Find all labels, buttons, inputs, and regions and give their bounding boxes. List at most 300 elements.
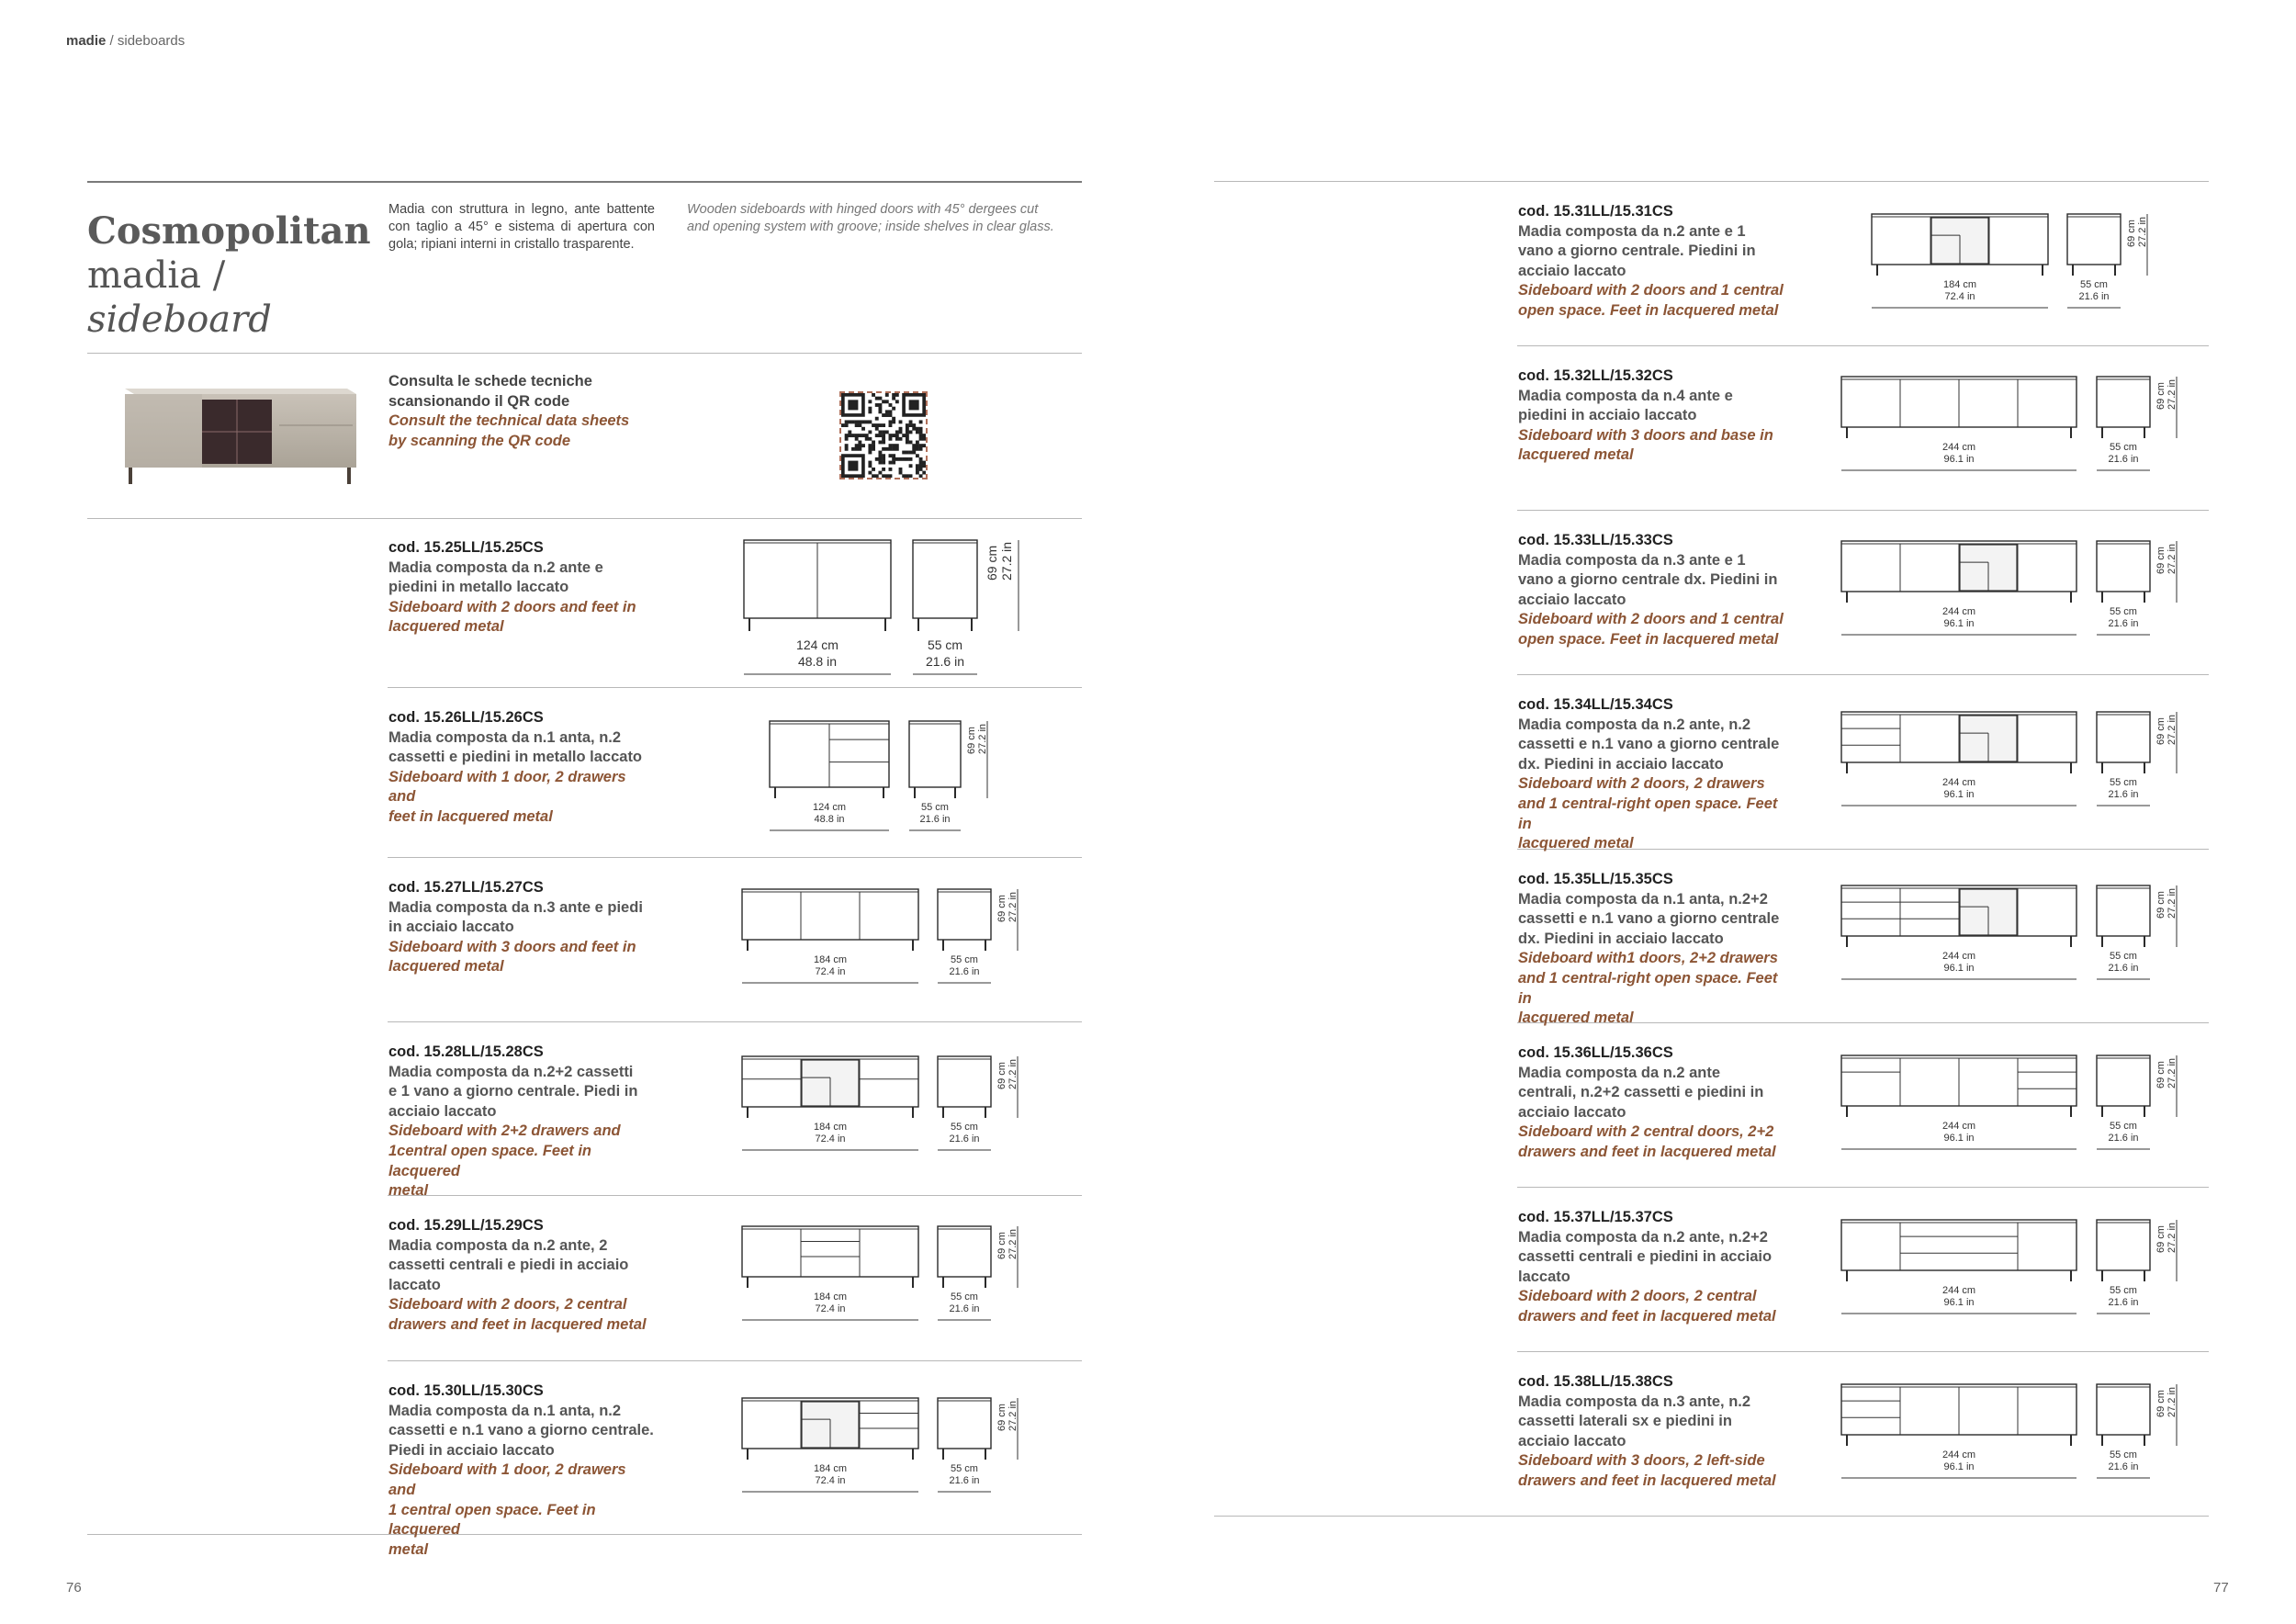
product-code: cod. 15.25LL/15.25CS [388,539,544,556]
product-desc-en: open space. Feet in lacquered metal [1518,301,1779,319]
front-view-drawing [742,1056,918,1118]
depth-in: 21.6 in [2108,1297,2139,1308]
height-in: 27.2 in [2167,1386,2178,1417]
width-in: 48.8 in [797,654,838,669]
height-in: 27.2 in [1007,1228,1019,1259]
product-desc-it: acciaio laccato [1518,262,1626,279]
qr-caption [388,372,664,451]
product-desc-en: metal [388,1540,429,1558]
breadcrumb-separator: / [106,33,118,49]
dimension-lines [1841,1148,2187,1154]
product-desc-it: laccato [388,1276,441,1293]
breadcrumb-sub: sideboards [117,33,186,49]
dimension-lines [742,982,1028,987]
depth-dimension [2096,951,2151,975]
depth-dimension [2096,777,2151,801]
front-view-drawing [1841,1384,2077,1446]
depth-cm: 55 cm [951,954,978,965]
product-desc-it: acciaio laccato [1518,1432,1626,1449]
product-desc-it: e 1 vano a giorno centrale. Piedi in [388,1083,638,1100]
width-in: 72.4 in [815,1303,846,1314]
product-code: cod. 15.29LL/15.29CS [388,1217,544,1234]
product-desc-it: Piedi in acciaio laccato [388,1441,555,1459]
height-dimension-line [1018,540,1021,631]
product-desc-it: Madia composta da n.1 anta, n.2 [388,1402,622,1419]
product-code: cod. 15.32LL/15.32CS [1518,367,1673,384]
width-in: 72.4 in [815,966,846,977]
side-view-drawing [938,1398,991,1460]
page-title [87,209,371,342]
product-desc-en: Sideboard with 2 central doors, 2+2 [1518,1123,1774,1141]
width-cm: 184 cm [813,1122,848,1133]
dimension-lines [1841,469,2187,475]
product-desc-it: laccato [1518,1268,1570,1285]
width-dimension [1841,951,2077,975]
product-desc-it: cassetti laterali sx e piedini in [1518,1413,1732,1430]
rule [1214,181,2209,182]
product-desc-it: dx. Piedini in acciaio laccato [1518,930,1724,947]
depth-in: 21.6 in [2108,789,2139,800]
product-desc-it: Madia composta da n.2 ante, n.2+2 [1518,1228,1768,1246]
dimension-lines [742,1319,1028,1325]
depth-cm: 55 cm [951,1122,978,1133]
depth-dimension [937,1122,992,1145]
depth-cm: 55 cm [2110,442,2137,453]
product-desc-it: Madia composta da n.3 ante, n.2 [1518,1393,1751,1410]
height-in: 27.2 in [999,541,1014,581]
product-desc-en: Sideboard with 1 door, 2 drawers and [388,1461,626,1498]
width-dimension [742,1463,918,1487]
side-view-drawing [2097,885,2150,947]
product-desc-it: acciaio laccato [1518,591,1626,608]
height-in: 27.2 in [977,723,988,754]
product-desc-it: dx. Piedini in acciaio laccato [1518,755,1724,773]
depth-cm: 55 cm [2110,606,2137,617]
depth-in: 21.6 in [919,814,951,825]
depth-in: 21.6 in [949,1475,980,1486]
product-desc-it: Madia composta da n.3 ante e 1 [1518,551,1746,569]
height-dimension [985,542,1014,581]
height-cm: 69 cm [2155,1061,2167,1088]
product-desc-en: Sideboard with 3 doors and feet in [388,938,636,955]
depth-in: 21.6 in [2078,291,2110,302]
dimension-lines [1841,805,2187,810]
width-dimension [1872,279,2048,303]
height-dimension [2126,217,2148,247]
dimension-lines [1841,1477,2187,1483]
product-description [388,708,655,828]
dimension-lines [1841,1313,2187,1318]
depth-dimension [2096,442,2151,466]
width-cm: 244 cm [1941,606,1976,617]
width-dimension [1841,442,2077,466]
product-desc-en: Sideboard with 2 doors, 2 central [388,1296,627,1314]
depth-dimension [2096,1285,2151,1309]
product-desc-en: metal [388,1182,429,1200]
depth-dimension [937,1463,992,1487]
depth-in: 21.6 in [2108,618,2139,629]
height-dimension [996,1229,1019,1259]
rule [388,1360,1082,1361]
height-in: 27.2 in [1007,1058,1019,1089]
side-view-drawing [913,540,977,631]
dimension-lines [742,1149,1028,1155]
product-desc-it: cassetti e piedini in metallo laccato [388,749,643,766]
product-description [388,538,655,637]
depth-cm: 55 cm [2080,279,2108,290]
product-desc-en: and 1 central-right open space. Feet in [1518,969,1778,1007]
product-description [1518,202,1784,321]
width-cm: 184 cm [813,954,848,965]
product-code: cod. 15.33LL/15.33CS [1518,532,1673,548]
product-code: cod. 15.26LL/15.26CS [388,709,544,726]
product-desc-it: vano a giorno centrale dx. Piedini in [1518,571,1778,589]
product-description [388,1382,655,1560]
product-description [1518,1208,1784,1327]
height-dimension [966,724,988,754]
height-in: 27.2 in [1007,891,1019,922]
width-in: 96.1 in [1943,454,1975,465]
product-code: cod. 15.38LL/15.38CS [1518,1373,1673,1390]
product-desc-en: lacquered metal [1518,1009,1634,1027]
width-in: 48.8 in [814,814,845,825]
width-cm: 244 cm [1941,777,1976,788]
height-cm: 69 cm [996,1062,1007,1089]
product-desc-it: Madia composta da n.1 anta, n.2 [388,728,622,746]
product-desc-en: Sideboard with 2 doors, 2 central [1518,1288,1757,1305]
product-desc-en: lacquered metal [388,618,504,636]
depth-dimension [2096,606,2151,630]
width-in: 96.1 in [1943,1133,1975,1144]
product-description [1518,1043,1784,1163]
front-view-drawing [1841,885,2077,947]
height-cm: 69 cm [2155,891,2167,919]
product-description [388,878,655,977]
title-line-2: madia / [87,254,226,297]
height-cm: 69 cm [996,1404,1007,1431]
side-view-drawing [938,1056,991,1118]
front-view-drawing [770,721,889,798]
height-in: 27.2 in [2167,887,2178,919]
depth-cm: 55 cm [2110,1285,2137,1296]
product-desc-it: cassetti centrali e piedini in acciaio [1518,1248,1773,1266]
product-desc-en: Sideboard with 2+2 drawers and [388,1122,621,1140]
depth-in: 21.6 in [925,654,965,669]
width-cm: 184 cm [1942,279,1977,290]
side-view-drawing [2097,377,2150,438]
height-dimension [2155,544,2178,574]
product-desc-en: Sideboard with 2 doors, 2 drawers [1518,775,1765,793]
product-description [1518,870,1784,1029]
depth-dimension [937,1291,992,1315]
width-in: 72.4 in [815,1133,846,1145]
product-desc-it: Madia composta da n.1 anta, n.2+2 [1518,890,1768,908]
title-line-1: Cosmopolitan [87,209,371,253]
width-dimension [1841,777,2077,801]
height-dimension [2155,1058,2178,1088]
rule [388,687,1082,688]
height-in: 27.2 in [2167,378,2178,410]
depth-in: 21.6 in [2108,963,2139,974]
product-code: cod. 15.28LL/15.28CS [388,1043,544,1060]
depth-cm: 55 cm [2110,777,2137,788]
dimension-lines [770,829,997,835]
rule [388,1021,1082,1022]
product-desc-en: lacquered metal [1518,835,1634,852]
front-view-drawing [1841,541,2077,603]
height-in: 27.2 in [1007,1400,1019,1431]
width-cm: 244 cm [1941,1121,1976,1132]
front-view-drawing [742,1398,918,1460]
height-cm: 69 cm [2155,1390,2167,1417]
product-desc-it: acciaio laccato [1518,1103,1626,1121]
height-cm: 69 cm [996,1232,1007,1259]
rule [87,353,1082,354]
height-dimension [2155,888,2178,919]
front-view-drawing [1841,1220,2077,1281]
side-view-drawing [2097,712,2150,773]
front-view-drawing [742,889,918,951]
width-in: 72.4 in [815,1475,846,1486]
product-desc-en: Sideboard with 1 door, 2 drawers and [388,768,626,806]
product-desc-it: Madia composta da n.2 ante, n.2 [1518,716,1751,733]
height-dimension [2155,1387,2178,1417]
rule [1517,510,2209,511]
depth-cm: 55 cm [951,1463,978,1474]
product-desc-en: drawers and feet in lacquered metal [1518,1143,1776,1160]
width-dimension [1841,606,2077,630]
product-desc-it: Madia composta da n.2+2 cassetti [388,1063,634,1080]
product-desc-it: Madia composta da n.2 ante e [388,558,603,576]
product-desc-it: centrali, n.2+2 cassetti e piedini in [1518,1084,1764,1101]
breadcrumb-section: madie [66,33,107,49]
front-view-drawing [1841,377,2077,438]
page-number-right: 77 [2213,1580,2229,1596]
side-view-drawing [909,721,961,798]
product-desc-it: in acciaio laccato [388,919,514,936]
qr-code-icon [841,393,926,478]
product-desc-en: Sideboard with 3 doors, 2 left-side [1518,1452,1765,1470]
rule [388,857,1082,858]
product-desc-en: Sideboard with 2 doors and 1 central [1518,611,1784,628]
height-dimension [996,1401,1019,1431]
depth-cm: 55 cm [921,802,949,813]
front-view-drawing [742,1226,918,1288]
intro-italian: Madia con struttura in legno, ante battente con taglio a 45° e sistema di apertura con gola; ripiani interni in cristallo trasparente. [388,202,655,252]
height-dimension [996,1059,1019,1089]
height-cm: 69 cm [985,545,999,581]
depth-dimension [2066,279,2122,303]
page-number-left: 76 [66,1580,82,1596]
side-view-drawing [2097,1384,2150,1446]
depth-in: 21.6 in [949,1133,980,1145]
breadcrumb [66,33,185,49]
depth-in: 21.6 in [949,966,980,977]
product-desc-en: 1 central open space. Feet in lacquered [388,1501,596,1539]
product-desc-en: Sideboard with 2 doors and 1 central [1518,282,1784,299]
product-description [1518,695,1784,854]
intro-english: Wooden sideboards with hinged doors with 45° dergees cut and opening system with groove; inside shelves in clear glass. [687,202,1054,234]
height-cm: 69 cm [2155,547,2167,574]
product-desc-en: open space. Feet in lacquered metal [1518,630,1779,648]
height-dimension [2155,715,2178,745]
product-desc-en: 1central open space. Feet in lacquered [388,1142,591,1179]
product-desc-it: Madia composta da n.2 ante, 2 [388,1236,608,1254]
front-view-drawing [1841,1055,2077,1117]
product-desc-en: drawers and feet in lacquered metal [388,1315,647,1333]
product-code: cod. 15.34LL/15.34CS [1518,696,1673,713]
height-cm: 69 cm [2155,382,2167,410]
depth-dimension [937,954,992,978]
product-desc-en: drawers and feet in lacquered metal [1518,1307,1776,1325]
front-view-drawing [744,540,891,631]
rule [1517,1351,2209,1352]
height-in: 27.2 in [2167,1222,2178,1253]
width-cm: 244 cm [1941,442,1976,453]
depth-cm: 55 cm [951,1291,978,1303]
width-in: 96.1 in [1943,1461,1975,1472]
product-desc-it: cassetti centrali e piedi in acciaio [388,1257,629,1274]
width-dimension [742,954,918,978]
height-in: 27.2 in [2137,216,2148,247]
product-desc-it: piedini in metallo laccato [388,579,569,596]
width-dimension [742,1291,918,1315]
product-description [1518,1372,1784,1492]
product-desc-it: Madia composta da n.3 ante e piedi [388,898,643,916]
height-cm: 69 cm [2155,717,2167,745]
height-dimension [996,892,1019,922]
height-cm: 69 cm [2126,220,2137,247]
side-view-drawing [2097,1055,2150,1117]
product-desc-it: Madia composta da n.4 ante e [1518,387,1733,404]
qr-caption-it-2: scansionando il QR code [388,392,570,410]
height-dimension [2155,1223,2178,1253]
product-description [388,1043,655,1201]
rule [1214,1516,2209,1517]
rule [87,518,1082,519]
qr-caption-en-1: Consult the technical data sheets [388,412,630,429]
width-cm: 124 cm [812,802,847,813]
side-view-drawing [2097,1220,2150,1281]
product-desc-it: cassetti e n.1 vano a giorno centrale. [388,1422,654,1439]
height-cm: 69 cm [996,895,1007,922]
depth-dimension [2096,1449,2151,1473]
front-view-drawing [1841,712,2077,773]
rule [1517,1187,2209,1188]
height-in: 27.2 in [2167,714,2178,745]
product-desc-en: feet in lacquered metal [388,807,553,825]
depth-dimension [913,637,977,670]
qr-caption-it-1: Consulta le schede tecniche [388,373,592,389]
product-desc-it: acciaio laccato [388,1102,497,1120]
depth-in: 21.6 in [949,1303,980,1314]
product-code: cod. 15.37LL/15.37CS [1518,1209,1673,1225]
depth-cm: 55 cm [2110,1121,2137,1132]
product-code: cod. 15.31LL/15.31CS [1518,203,1673,220]
product-desc-it: piedini in acciaio laccato [1518,407,1697,424]
side-view-drawing [938,1226,991,1288]
width-cm: 244 cm [1941,1449,1976,1460]
dimension-lines [1872,307,2157,312]
width-in: 96.1 in [1943,618,1975,629]
product-desc-en: drawers and feet in lacquered metal [1518,1472,1776,1489]
width-dimension [1841,1449,2077,1473]
product-code: cod. 15.30LL/15.30CS [388,1382,544,1399]
product-desc-it: vano a giorno centrale. Piedini in [1518,242,1756,260]
product-code: cod. 15.36LL/15.36CS [1518,1044,1673,1061]
width-in: 96.1 in [1943,789,1975,800]
depth-in: 21.6 in [2108,454,2139,465]
width-dimension [742,1122,918,1145]
product-desc-en: lacquered metal [388,958,504,976]
product-desc-it: cassetti e n.1 vano a giorno centrale [1518,910,1780,928]
width-dimension [1841,1121,2077,1145]
product-description [1518,367,1784,466]
width-dimension [1841,1285,2077,1309]
product-desc-en: Sideboard with1 doors, 2+2 drawers [1518,950,1778,967]
width-cm: 244 cm [1941,1285,1976,1296]
rule [1517,345,2209,346]
width-in: 96.1 in [1943,963,1975,974]
product-desc-en: Sideboard with 2 doors and feet in [388,598,636,615]
depth-in: 21.6 in [2108,1461,2139,1472]
product-desc-en: lacquered metal [1518,446,1634,464]
front-view-drawing [1872,214,2048,276]
height-in: 27.2 in [2167,543,2178,574]
dimension-lines [1841,978,2187,984]
width-cm: 184 cm [813,1291,848,1303]
qr-code[interactable] [839,391,928,479]
side-view-drawing [938,889,991,951]
side-view-drawing [2097,541,2150,603]
width-cm: 124 cm [796,637,838,652]
product-desc-en: Sideboard with 3 doors and base in [1518,426,1773,444]
width-in: 72.4 in [1944,291,1975,302]
height-cm: 69 cm [2155,1225,2167,1253]
dimension-lines [744,673,1014,679]
product-description [1518,531,1784,650]
height-in: 27.2 in [2167,1057,2178,1088]
depth-cm: 55 cm [2110,951,2137,962]
width-cm: 244 cm [1941,951,1976,962]
product-code: cod. 15.27LL/15.27CS [388,879,544,896]
width-in: 96.1 in [1943,1297,1975,1308]
height-dimension [2155,379,2178,410]
width-dimension [770,802,889,826]
depth-in: 21.6 in [2108,1133,2139,1144]
depth-dimension [2096,1121,2151,1145]
width-cm: 184 cm [813,1463,848,1474]
product-desc-it: Madia composta da n.2 ante e 1 [1518,222,1746,240]
sideboard-photo [118,381,361,484]
dimension-lines [1841,634,2187,639]
rule [87,181,1082,183]
title-line-3: sideboard [87,299,272,341]
rule [1517,674,2209,675]
product-desc-it: Madia composta da n.2 ante [1518,1064,1721,1081]
side-view-drawing [2067,214,2121,276]
qr-caption-en-2: by scanning the QR code [388,432,571,449]
depth-cm: 55 cm [2110,1449,2137,1460]
product-description [388,1216,655,1336]
product-desc-en: and 1 central-right open space. Feet in [1518,795,1778,832]
height-cm: 69 cm [966,727,977,754]
product-desc-it: cassetti e n.1 vano a giorno centrale [1518,736,1780,753]
dimension-lines [742,1491,1028,1496]
product-code: cod. 15.35LL/15.35CS [1518,871,1673,887]
width-dimension [744,637,891,670]
depth-dimension [907,802,962,826]
